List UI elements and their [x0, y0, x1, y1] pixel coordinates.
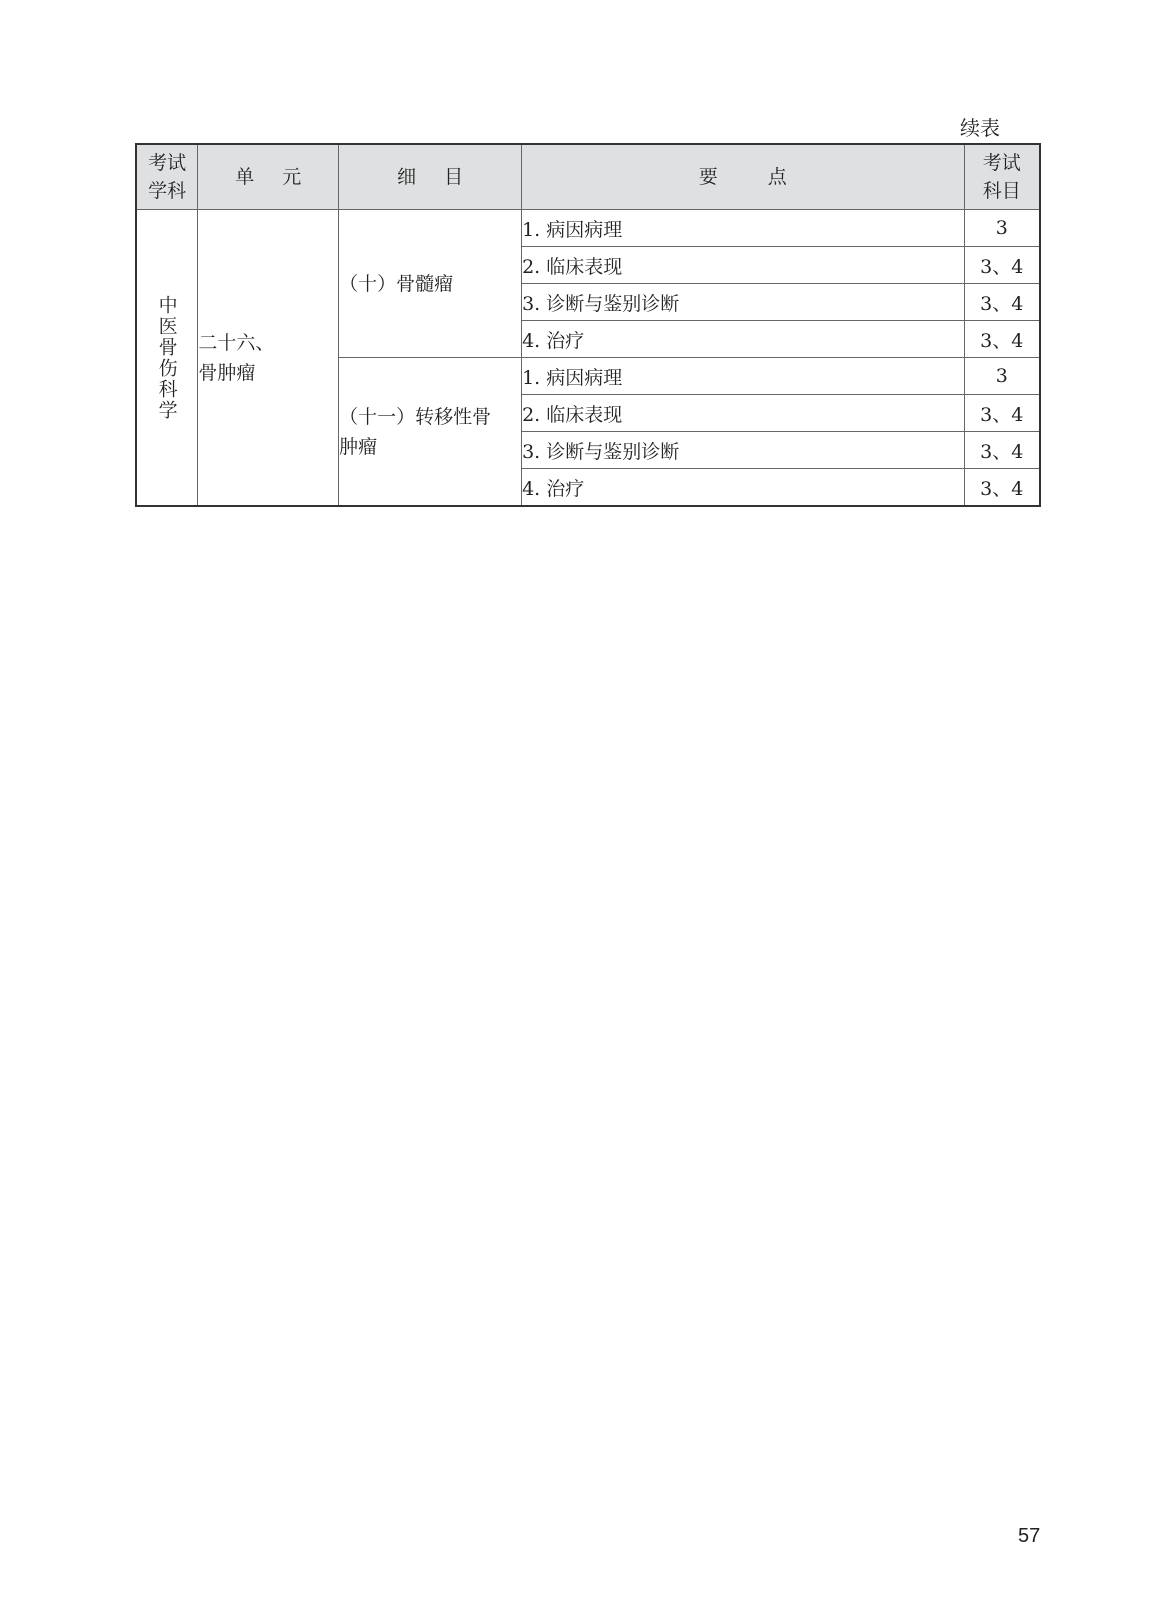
exam-subject-cell: 3、4 — [964, 284, 1040, 321]
header-unit — [198, 144, 339, 210]
exam-subject-cell: 3 — [964, 210, 1040, 247]
header-points — [522, 144, 964, 210]
exam-subject-cell: 3 — [964, 358, 1040, 395]
exam-subject-cell: 3、4 — [964, 395, 1040, 432]
header-points-label: 要点 — [698, 166, 837, 188]
unit-line-2: 骨肿瘤 — [198, 361, 256, 384]
exam-subject-cell: 3、4 — [964, 432, 1040, 469]
subject-cell: 中医骨伤科学 — [136, 210, 198, 507]
header-subject-line-1: 考试 — [148, 152, 187, 174]
continued-table-label: 续表 — [960, 116, 1000, 140]
header-unit-label: 单元 — [235, 166, 330, 188]
header-subject — [136, 144, 198, 210]
detail-cell — [339, 358, 522, 507]
header-exam-subject-line-2: 科目 — [982, 180, 1021, 202]
table-row — [136, 210, 1040, 247]
header-row — [136, 144, 1040, 210]
header-detail-label: 细目 — [397, 166, 492, 188]
detail-cell: （十）骨髓瘤 — [339, 210, 522, 358]
point-cell: 4. 治疗 — [522, 469, 964, 507]
header-exam-subject — [964, 144, 1040, 210]
detail-line-1: （十一）转移性骨 — [339, 405, 492, 428]
exam-subject-cell: 3、4 — [964, 321, 1040, 358]
point-cell: 3. 诊断与鉴别诊断 — [522, 284, 964, 321]
syllabus-table — [135, 143, 1041, 507]
point-cell: 1. 病因病理 — [522, 358, 964, 395]
header-subject-line-2: 学科 — [148, 180, 187, 202]
unit-line-1: 二十六、 — [198, 331, 275, 354]
page-number: 57 — [1018, 1525, 1041, 1547]
point-cell: 2. 临床表现 — [522, 247, 964, 284]
detail-line-2: 肿瘤 — [339, 435, 378, 458]
exam-subject-cell: 3、4 — [964, 469, 1040, 507]
header-exam-subject-line-1: 考试 — [982, 152, 1021, 174]
point-cell: 4. 治疗 — [522, 321, 964, 358]
point-cell: 3. 诊断与鉴别诊断 — [522, 432, 964, 469]
point-cell: 1. 病因病理 — [522, 210, 964, 247]
header-detail — [339, 144, 522, 210]
point-cell: 2. 临床表现 — [522, 395, 964, 432]
exam-subject-cell: 3、4 — [964, 247, 1040, 284]
unit-cell — [198, 210, 339, 507]
